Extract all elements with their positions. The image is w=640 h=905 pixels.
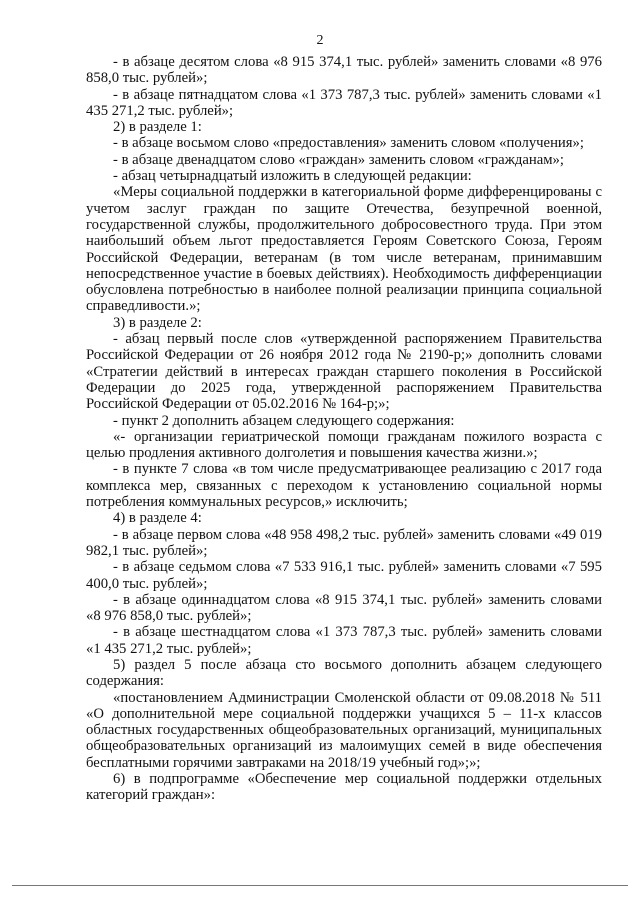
paragraph: 3) в разделе 2: (113, 314, 202, 331)
paragraph: - в абзаце пятнадцатом слова «1 373 787,3 тыс. рублей» заменить словами «1 435 271,2 тыс. рублей»; (86, 86, 602, 119)
paragraph: - абзац первый после слов «утвержденной распоряжением Правительства Российской Федерации от 26 ноября 2012 года № 2190-р;» дополнить словами «Стратегии действий в интересах граждан старшего поколения в Российской Федерации до 2025 года, утвержденной распоряжением Правительства Российской Федерации от 05.02.2016 № 164-р;»; (86, 331, 602, 413)
paragraph: 4) в разделе 4: (113, 510, 202, 527)
paragraph: 2) в разделе 1: (113, 119, 202, 136)
paragraph: - в абзаце первом слова «48 958 498,2 тыс. рублей» заменить словами «49 019 982,1 тыс. рублей»; (86, 526, 602, 559)
paragraph: - в абзаце двенадцатом слово «граждан» заменить словом «гражданам»; (113, 151, 564, 168)
paragraph: 6) в подпрограмме «Обеспечение мер социальной поддержки отдельных категорий граждан»: (86, 771, 602, 804)
page-number: 2 (316, 33, 324, 48)
paragraph: 5) раздел 5 после абзаца сто восьмого дополнить абзацем следующего содержания: (86, 656, 602, 690)
paragraph: - в пункте 7 слова «в том числе предусматривающее реализацию с 2017 года комплекса мер, связанных с переходом к установлению социальной нормы потребления коммунальных ресурсов,» исключить; (86, 461, 602, 511)
paragraph: - в абзаце шестнадцатом слова «1 373 787,3 тыс. рублей» заменить словами «1 435 271,2 тыс. рублей»; (86, 624, 602, 657)
paragraph: «- организации гериатрической помощи гражданам пожилого возраста с целью продления активного долголетия и повышения качества жизни.»; (86, 428, 602, 462)
paragraph: - в абзаце седьмом слова «7 533 916,1 тыс. рублей» заменить словами «7 595 400,0 тыс. рублей»; (86, 559, 602, 592)
paragraph: - в абзаце восьмом слово «предоставления» заменить словом «получения»; (113, 135, 584, 152)
document-body (86, 54, 602, 804)
paragraph: «постановлением Администрации Смоленской области от 09.08.2018 № 511 «О дополнительной мере социальной поддержки учащихся 5 – 11-х классов областных государственных общеобразовательных организаций, муниципальных общеобразовательных организаций из малоимущих семей в виде обеспечения бесплатными горячими завтраками на 2018/19 учебный год»;»; (86, 689, 602, 771)
paragraph: - в абзаце десятом слова «8 915 374,1 тыс. рублей» заменить словами «8 976 858,0 тыс. рублей»; (86, 54, 602, 87)
paragraph: - пункт 2 дополнить абзацем следующего содержания: (113, 412, 455, 429)
paragraph: - в абзаце одиннадцатом слова «8 915 374,1 тыс. рублей» заменить словами «8 976 858,0 тыс. рублей»; (86, 591, 602, 625)
paragraph: - абзац четырнадцатый изложить в следующей редакции: (113, 168, 472, 185)
paragraph: «Меры социальной поддержки в категориальной форме дифференцированы с учетом заслуг граждан по защите Отечества, безупречной военной, государственной службы, продолжительного добросовестного труда. При этом наибольший объем льгот предоставляется Героям Советского Союза, Героям Российской Федерации, ветеранам (в том числе ветеранам, принимавшим непосредственное участие в боевых действиях). Необходимость дифференциации обусловлена потребностью в наиболее полной реализации принципа социальной справедливости.»; (86, 184, 602, 315)
bottom-rule (12, 885, 628, 886)
